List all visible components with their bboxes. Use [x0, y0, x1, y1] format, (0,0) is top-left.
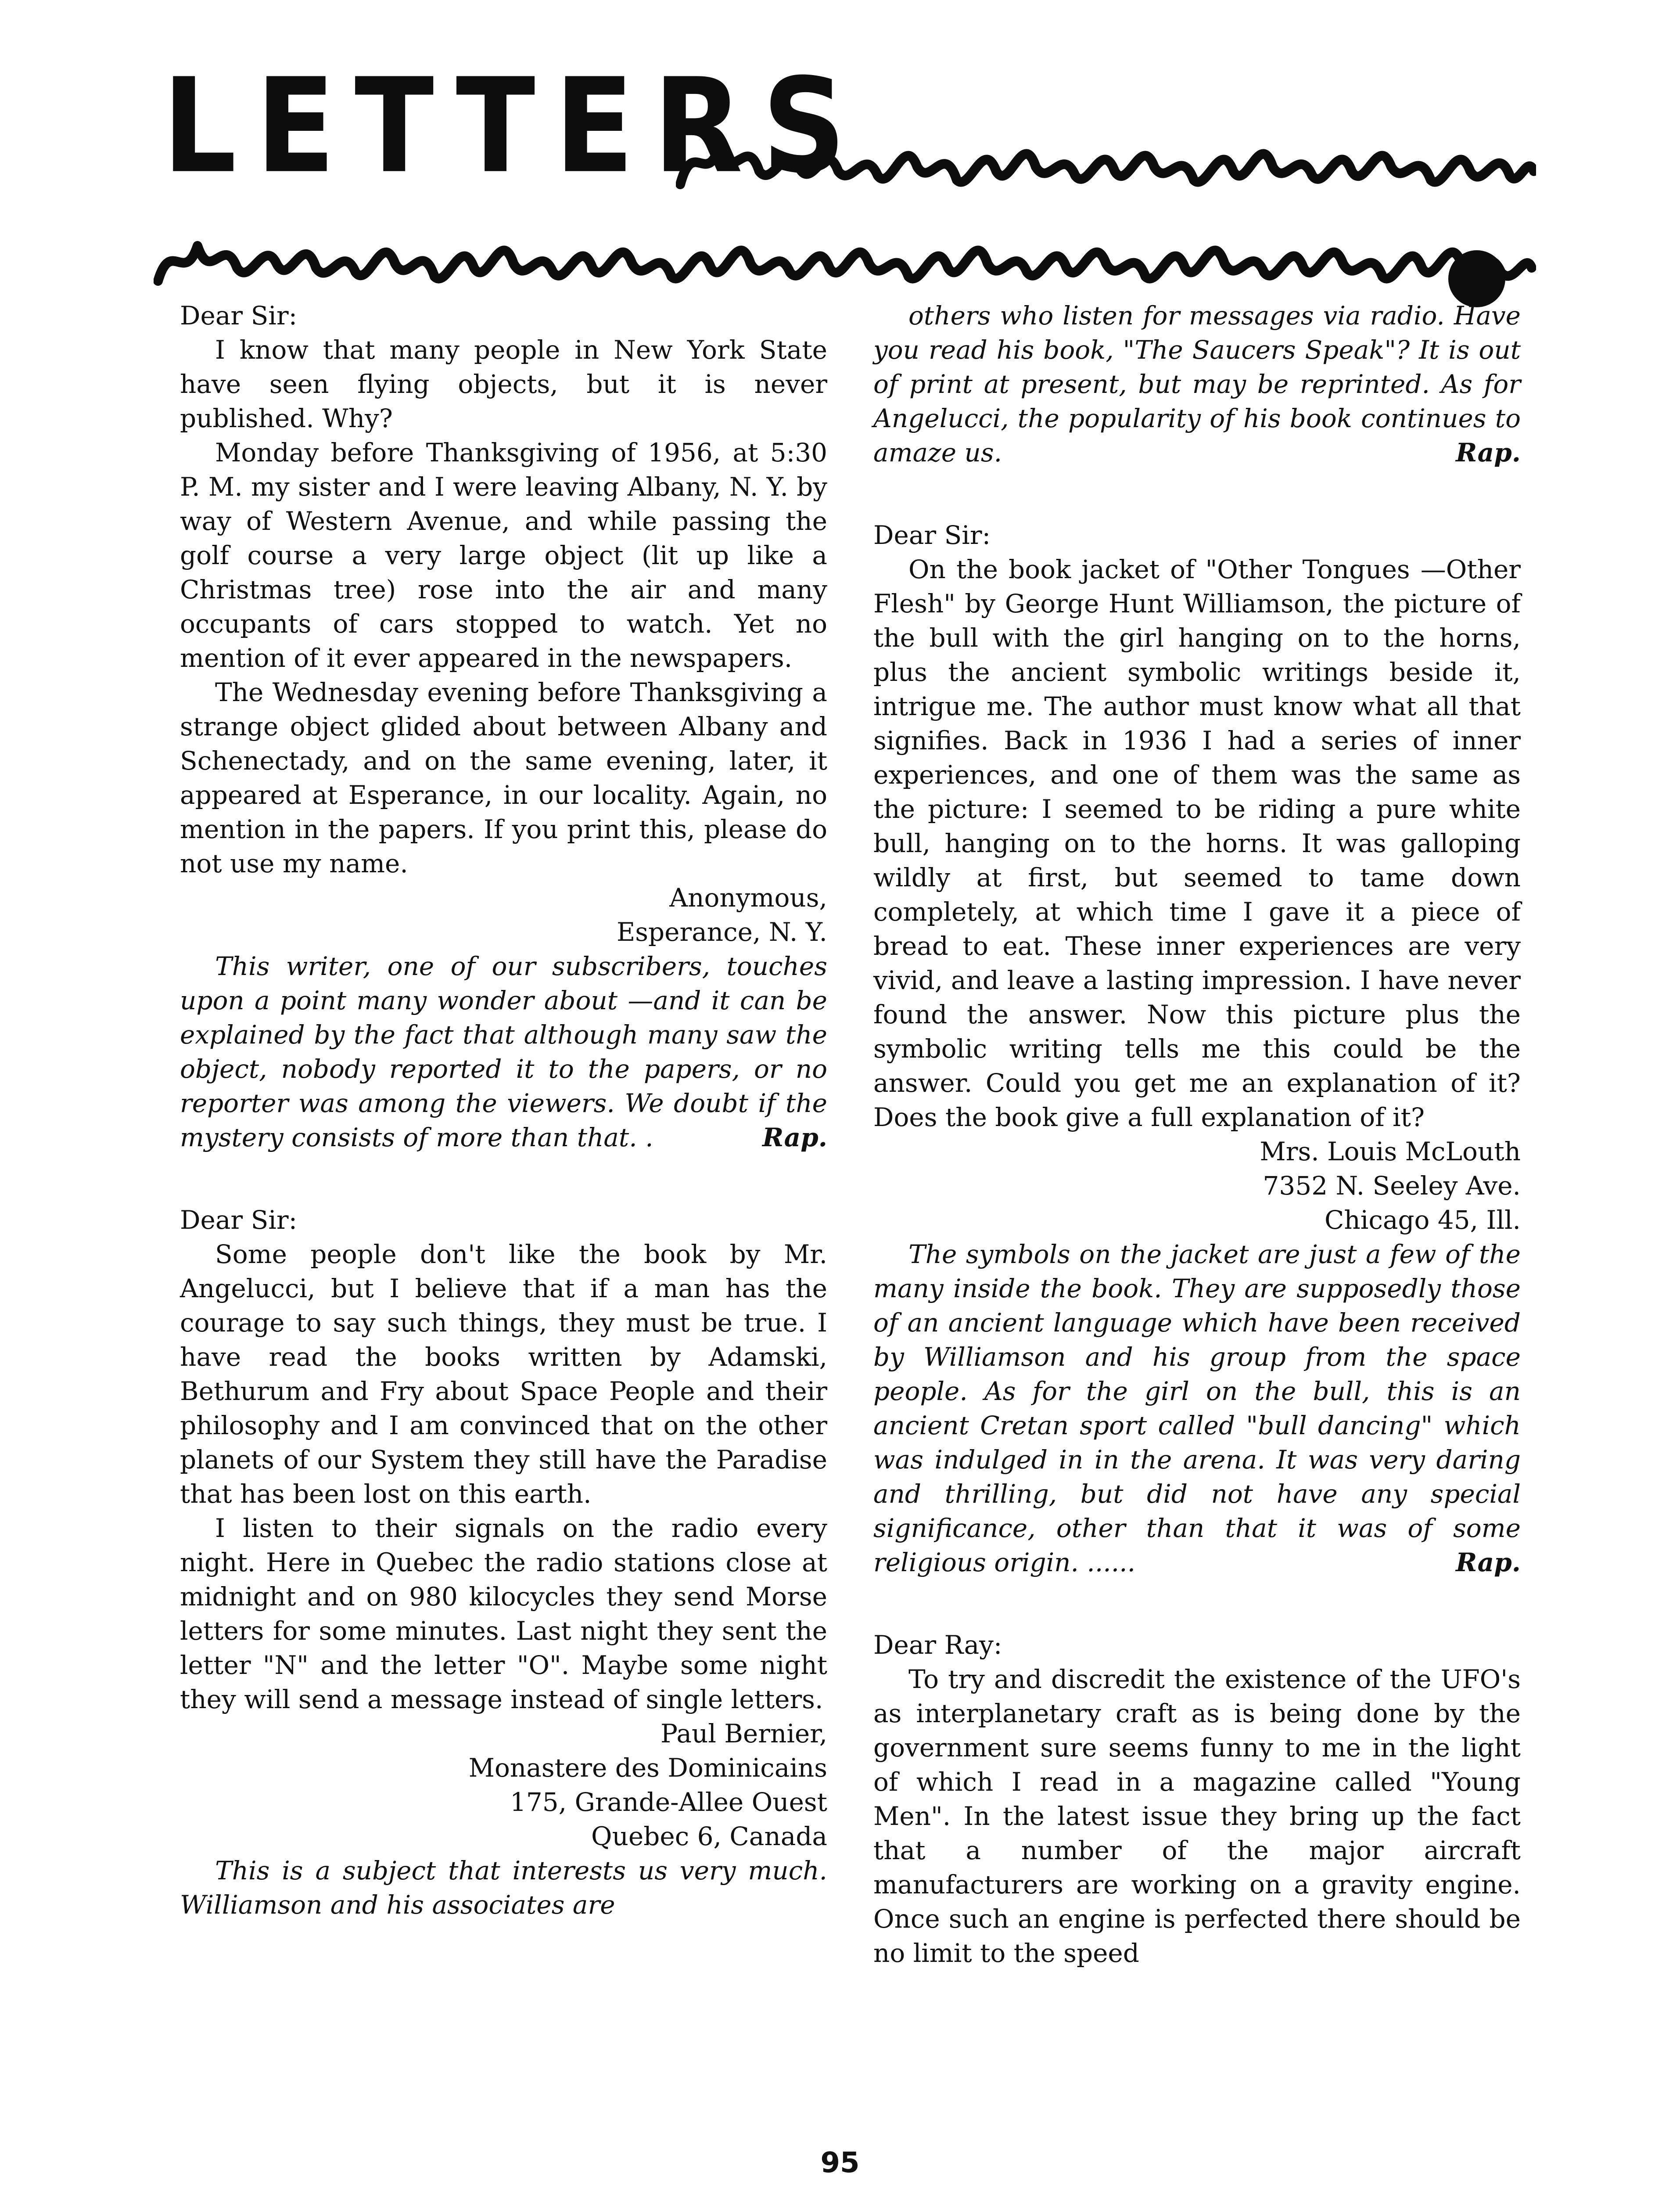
letter-salutation: Dear Ray: [873, 1630, 1002, 1660]
letter-paragraph: The Wednesday evening before Thanksgiving a strange object glided about between Albany and Schenectady, and on the same evening, later, it appeared at Esperance, in our locality. Again, no mention in the papers. If you print this, please do not use my name. [180, 677, 827, 878]
left-column [180, 299, 827, 1922]
letter-signature [180, 1716, 827, 1853]
editor-reply [873, 1237, 1521, 1580]
letter-paragraph: Some people don't like the book by Mr. Angelucci, but I believe that if a man has the courage to say such things, they must be true. I have read the books written by Adamski, Bethurum and Fry about Space People and their philosophy and I am convinced that on the other planets of our System they still have the Paradise that has been lost on this earth. [180, 1239, 827, 1509]
signature-line: Chicago 45, Ill. [1325, 1205, 1521, 1235]
editor-reply [180, 949, 827, 1155]
letter-paragraph: To try and discredit the existence of the UFO's as interplanetary craft as is being done by the government sure seems funny to me in the light of which I read in a magazine called "Young Men". In the latest issue they bring up the fact that a number of the major aircraft manufacturers are working on a gravity engine. Once such an engine is perfected there should be no limit to the speed [873, 1664, 1521, 1968]
signature-line: 175, Grande-Allee Ouest [510, 1787, 827, 1817]
signature-line: Paul Bernier, [660, 1719, 827, 1749]
right-column [873, 299, 1521, 1970]
letter-paragraph: I listen to their signals on the radio every night. Here in Quebec the radio stations close at midnight and on 980 kilocycles they send Morse letters for some minutes. Last night they sent the letter "N" and the letter "O". Maybe some night they will send a message instead of single letters. [180, 1513, 827, 1714]
letter-paragraph: On the book jacket of "Other Tongues —Other Flesh" by George Hunt Williamson, the picture of the bull with the girl hanging on to the horns, plus the ancient symbolic writings beside it, intrigue me. The author must know what all that signifies. Back in 1936 I had a series of inner experiences, and one of them was the same as the picture: I seemed to be riding a pure white bull, hanging on to the horns. It was galloping wildly at first, but seemed to tame down completely, at which time I gave it a piece of bread to eat. These inner experiences are very vivid, and leave a lasting impression. I have never found the answer. Now this picture plus the symbolic writing tells me this could be the answer. Could you get me an explanation of it? Does the book give a full explanation of it? [873, 554, 1521, 1132]
page-title: LETTERS [162, 50, 865, 202]
handwriting-scribble-decoration [676, 119, 1536, 198]
letter-paragraph: Monday before Thanksgiving of 1956, at 5:30 P. M. my sister and I were leaving Albany, N. Y. by way of Western Avenue, and while passing the golf course a very large object (lit up like a Christmas tree) rose into the air and many occupants of cars stopped to watch. Yet no mention of it ever appeared in the newspapers. [180, 438, 827, 673]
editor-reply-text: others who listen for messages via radio. Have you read his book, "The Saucers Speak"? It is out of print at present, but may be reprinted. As for Angelucci, the popularity of his book continues to amaze us. [873, 301, 1521, 468]
editor-initials: Rap. [1456, 1547, 1521, 1577]
signature-line: 7352 N. Seeley Ave. [1263, 1171, 1521, 1201]
editor-initials: Rap. [1456, 438, 1521, 468]
letter-salutation: Dear Sir: [180, 1205, 298, 1235]
signature-line: Anonymous, [669, 883, 827, 913]
page-number: 95 [820, 2147, 860, 2179]
letter-paragraph: I know that many people in New York State have seen flying objects, but it is never published. Why? [180, 335, 827, 433]
signature-line: Esperance, N. Y. [616, 917, 827, 947]
editor-reply [873, 299, 1521, 470]
editor-reply-text: The symbols on the jacket are just a few of the many inside the book. They are supposedly those of an ancient language which have been received by Williamson and his group from the space people. As for the girl on the bull, this is an ancient Cretan sport called "bull dancing" which was indulged in in the arena. It was very daring and thrilling, but did not have any special significance, other than that it was of some religious origin. ...... [873, 1239, 1521, 1577]
letter-salutation: Dear Sir: [873, 520, 991, 550]
signature-line: Mrs. Louis McLouth [1260, 1137, 1521, 1166]
signature-line: Quebec 6, Canada [591, 1821, 827, 1851]
letters-header [149, 50, 1536, 281]
letter-signature [180, 881, 827, 949]
editor-initials: Rap. [762, 1123, 827, 1152]
editor-reply-text: This writer, one of our subscribers, touches upon a point many wonder about —and it can be explained by the fact that although many saw the object, nobody reported it to the papers, or no reporter was among the viewers. We doubt if the mystery consists of more than that. . [180, 951, 827, 1152]
letter-signature [873, 1134, 1521, 1237]
letter-salutation: Dear Sir: [180, 301, 298, 331]
handwriting-scribble-decoration [154, 211, 1536, 294]
editor-reply: This is a subject that interests us very much. Williamson and his associates are [180, 1856, 827, 1920]
signature-line: Monastere des Dominicains [468, 1753, 827, 1783]
